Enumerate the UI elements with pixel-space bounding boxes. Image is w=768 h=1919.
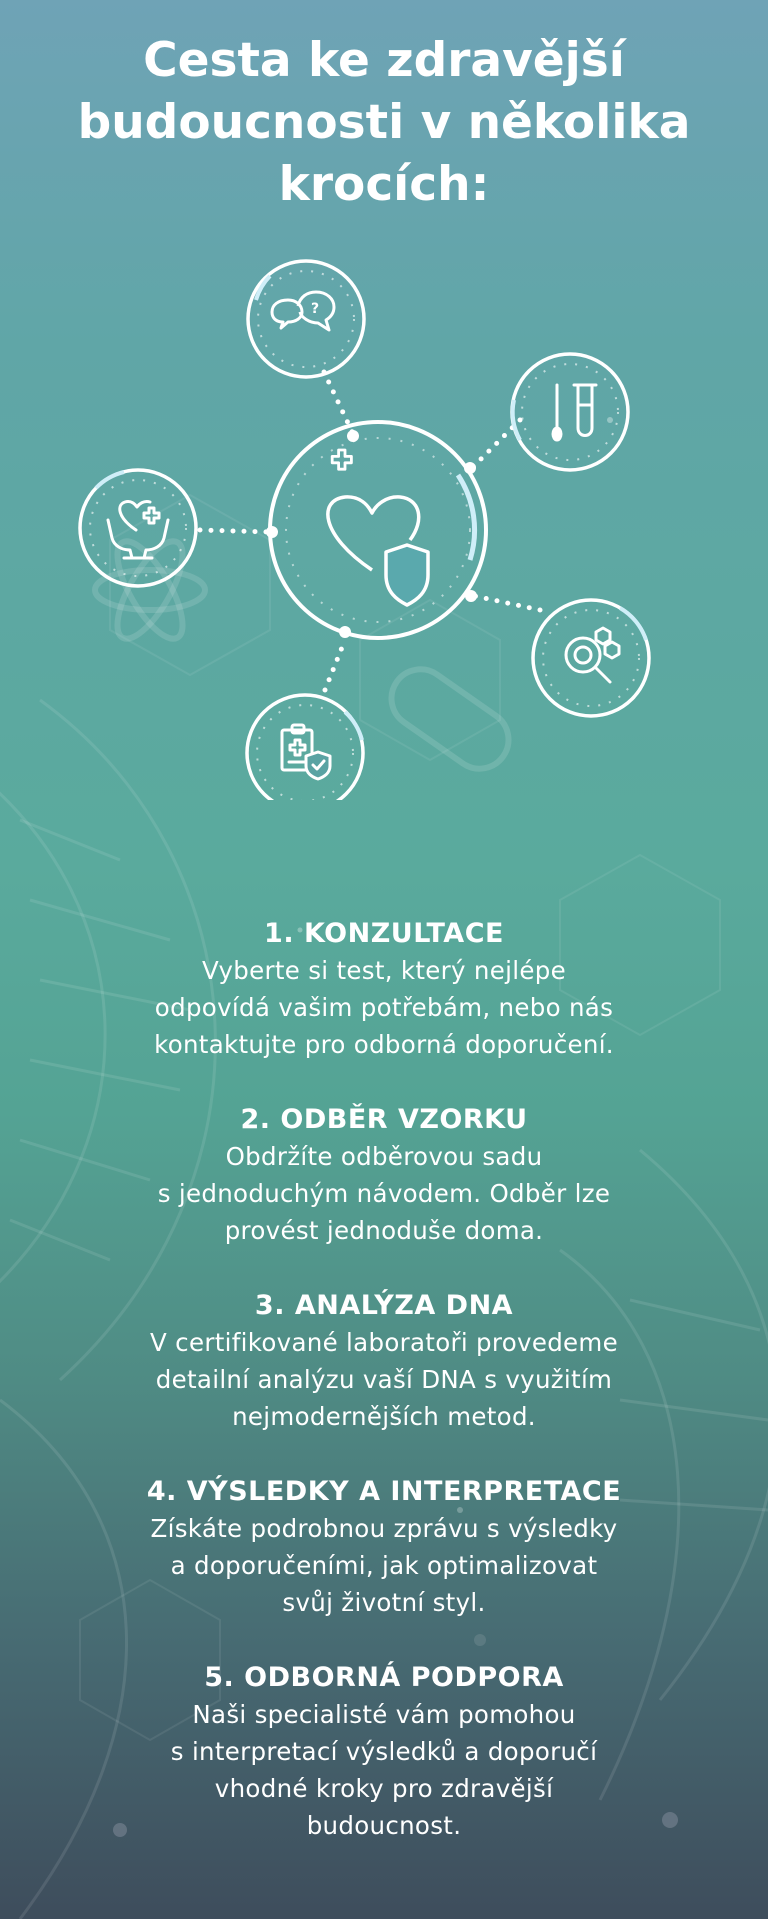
step-line: svůj životní styl. [282,1588,486,1617]
step-description [70,1696,698,1844]
report-clipboard-icon [282,725,330,779]
step-results [70,1474,698,1660]
step-line: vhodné kroky pro zdravější [214,1774,554,1803]
step-line: detailní analýzu vaší DNA s využitím [155,1365,613,1394]
step-line: kontaktujte pro odborná doporučení. [154,1030,614,1059]
step-line: Obdržíte odběrovou sadu [225,1142,543,1171]
title-line: budoucnosti v několika [77,95,691,150]
chat-question-icon [272,292,334,330]
step-line: s interpretací výsledků a doporučí [170,1737,598,1766]
step-line: Naši specialisté vám pomohou [192,1700,576,1729]
step-line: Získáte podrobnou zprávu s výsledky [150,1514,618,1543]
center-hub [266,422,486,638]
step-line: s jednoduchým návodem. Odběr lze [157,1179,611,1208]
step-heading: 5. ODBORNÁ PODPORA [204,1662,564,1693]
sample-node [512,354,628,470]
step-line: budoucnost. [306,1811,462,1840]
step-description [70,1138,698,1249]
test-tube-swab-icon [553,385,596,440]
step-description [70,1510,698,1621]
step-heading: 2. ODBĚR VZORKU [240,1104,528,1135]
step-description [70,952,698,1063]
step-line: nejmodernějších metod. [232,1402,536,1431]
step-line: odpovídá vašim potřebám, nebo nás [154,993,614,1022]
heart-shield-icon [328,450,428,605]
analysis-node [533,600,649,716]
title-line: krocích: [278,157,490,212]
title-line: Cesta ke zdravější [143,33,625,88]
step-sample-collection [70,1102,698,1288]
step-line: a doporučeními, jak optimalizovat [170,1551,598,1580]
process-diagram [0,240,768,800]
molecule-magnifier-icon [566,628,619,682]
steps-list [70,916,698,1846]
step-dna-analysis [70,1288,698,1474]
step-description [70,1324,698,1435]
step-line: provést jednoduše doma. [224,1216,544,1245]
step-heading: 3. ANALÝZA DNA [254,1290,514,1321]
connector-lines [200,372,540,690]
step-line: Vyberte si test, který nejlépe [202,956,566,985]
results-node [247,695,363,800]
svg-text:?: ? [311,301,320,317]
step-heading: 4. VÝSLEDKY A INTERPRETACE [146,1476,622,1507]
consultation-node [248,261,364,377]
page-title [60,30,708,216]
step-expert-support [70,1660,698,1846]
step-consultation [70,916,698,1102]
support-node [80,470,196,586]
hands-heart-icon [108,501,168,558]
step-line: V certifikované laboratoři provedeme [150,1328,618,1357]
step-heading: 1. KONZULTACE [264,918,504,949]
